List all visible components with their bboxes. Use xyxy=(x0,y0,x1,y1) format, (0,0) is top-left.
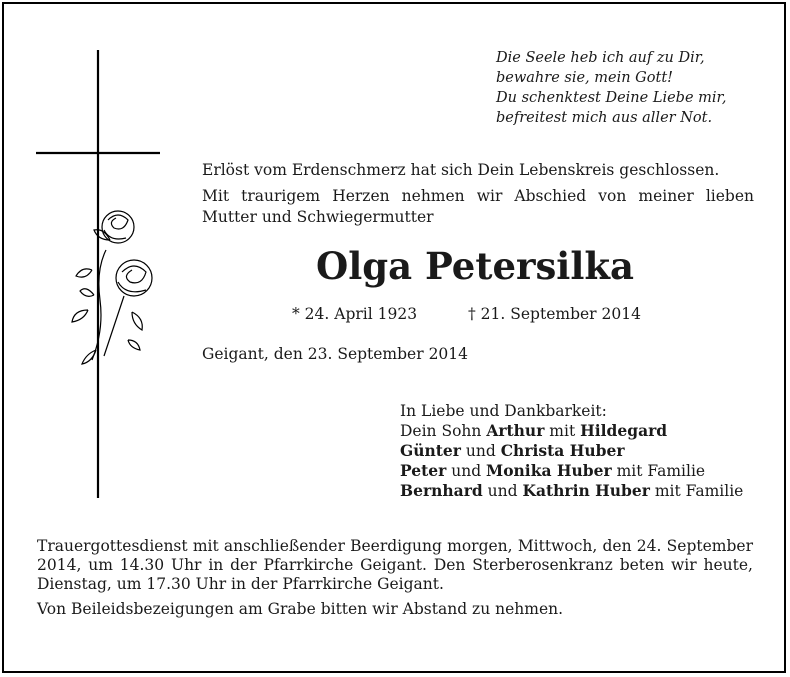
farewell-text: Mit traurigem Herzen nehmen wir Abschied von meiner lieben Mutter und Schwiegermutter xyxy=(202,187,754,226)
poem-line: befreitest mich aus aller Not. xyxy=(496,110,713,126)
family-member-name: Günter xyxy=(400,441,461,460)
family-member-name: Peter xyxy=(400,461,447,480)
family-line-text: Dein Sohn xyxy=(400,422,487,440)
deceased-name: Olga Petersilka xyxy=(315,244,635,288)
service-info xyxy=(37,537,753,625)
family-member-name: Arthur xyxy=(486,421,545,440)
family-member-name: Monika Huber xyxy=(486,461,612,480)
birth-date: * 24. April 1923 xyxy=(292,305,418,323)
service-text: Trauergottesdienst mit anschließender Beerdigung morgen, Mittwoch, den 24. September 2014, um 14.30 Uhr in der Pfarrkirche Geigant. Den Sterberosenkranz beten wir heute, Dienstag, um 17.30 Uhr in der Pfarrkirche Geigant. xyxy=(37,537,753,593)
family-line-text: und xyxy=(446,462,487,480)
family-line-text: mit Familie xyxy=(611,462,706,480)
family-member-name: Bernhard xyxy=(400,481,483,500)
family-signature xyxy=(400,401,743,501)
family-line xyxy=(400,461,743,481)
family-heading: In Liebe und Dankbarkeit: xyxy=(400,402,607,420)
poem xyxy=(496,48,727,128)
family-line xyxy=(400,421,743,441)
poem-line: Du schenktest Deine Liebe mir, xyxy=(496,90,727,106)
death-date: † 21. September 2014 xyxy=(468,305,641,323)
place-date: Geigant, den 23. September 2014 xyxy=(202,345,469,363)
family-line-text: und xyxy=(460,442,501,460)
family-line xyxy=(400,481,743,501)
family-line-text: mit xyxy=(544,422,581,440)
poem-line: Die Seele heb ich auf zu Dir, xyxy=(496,50,705,66)
condolence-text: Von Beileidsbezeigungen am Grabe bitten wir Abstand zu nehmen. xyxy=(37,600,564,618)
family-line-text: und xyxy=(482,482,523,500)
family-member-name: Christa Huber xyxy=(500,441,625,460)
intro-line: Erlöst vom Erdenschmerz hat sich Dein Lebenskreis geschlossen. xyxy=(202,161,720,179)
poem-line: bewahre sie, mein Gott! xyxy=(496,70,673,86)
family-line xyxy=(400,441,743,461)
family-line-text: mit Familie xyxy=(649,482,744,500)
family-member-name: Kathrin Huber xyxy=(522,481,650,500)
family-member-name: Hildegard xyxy=(580,421,668,440)
